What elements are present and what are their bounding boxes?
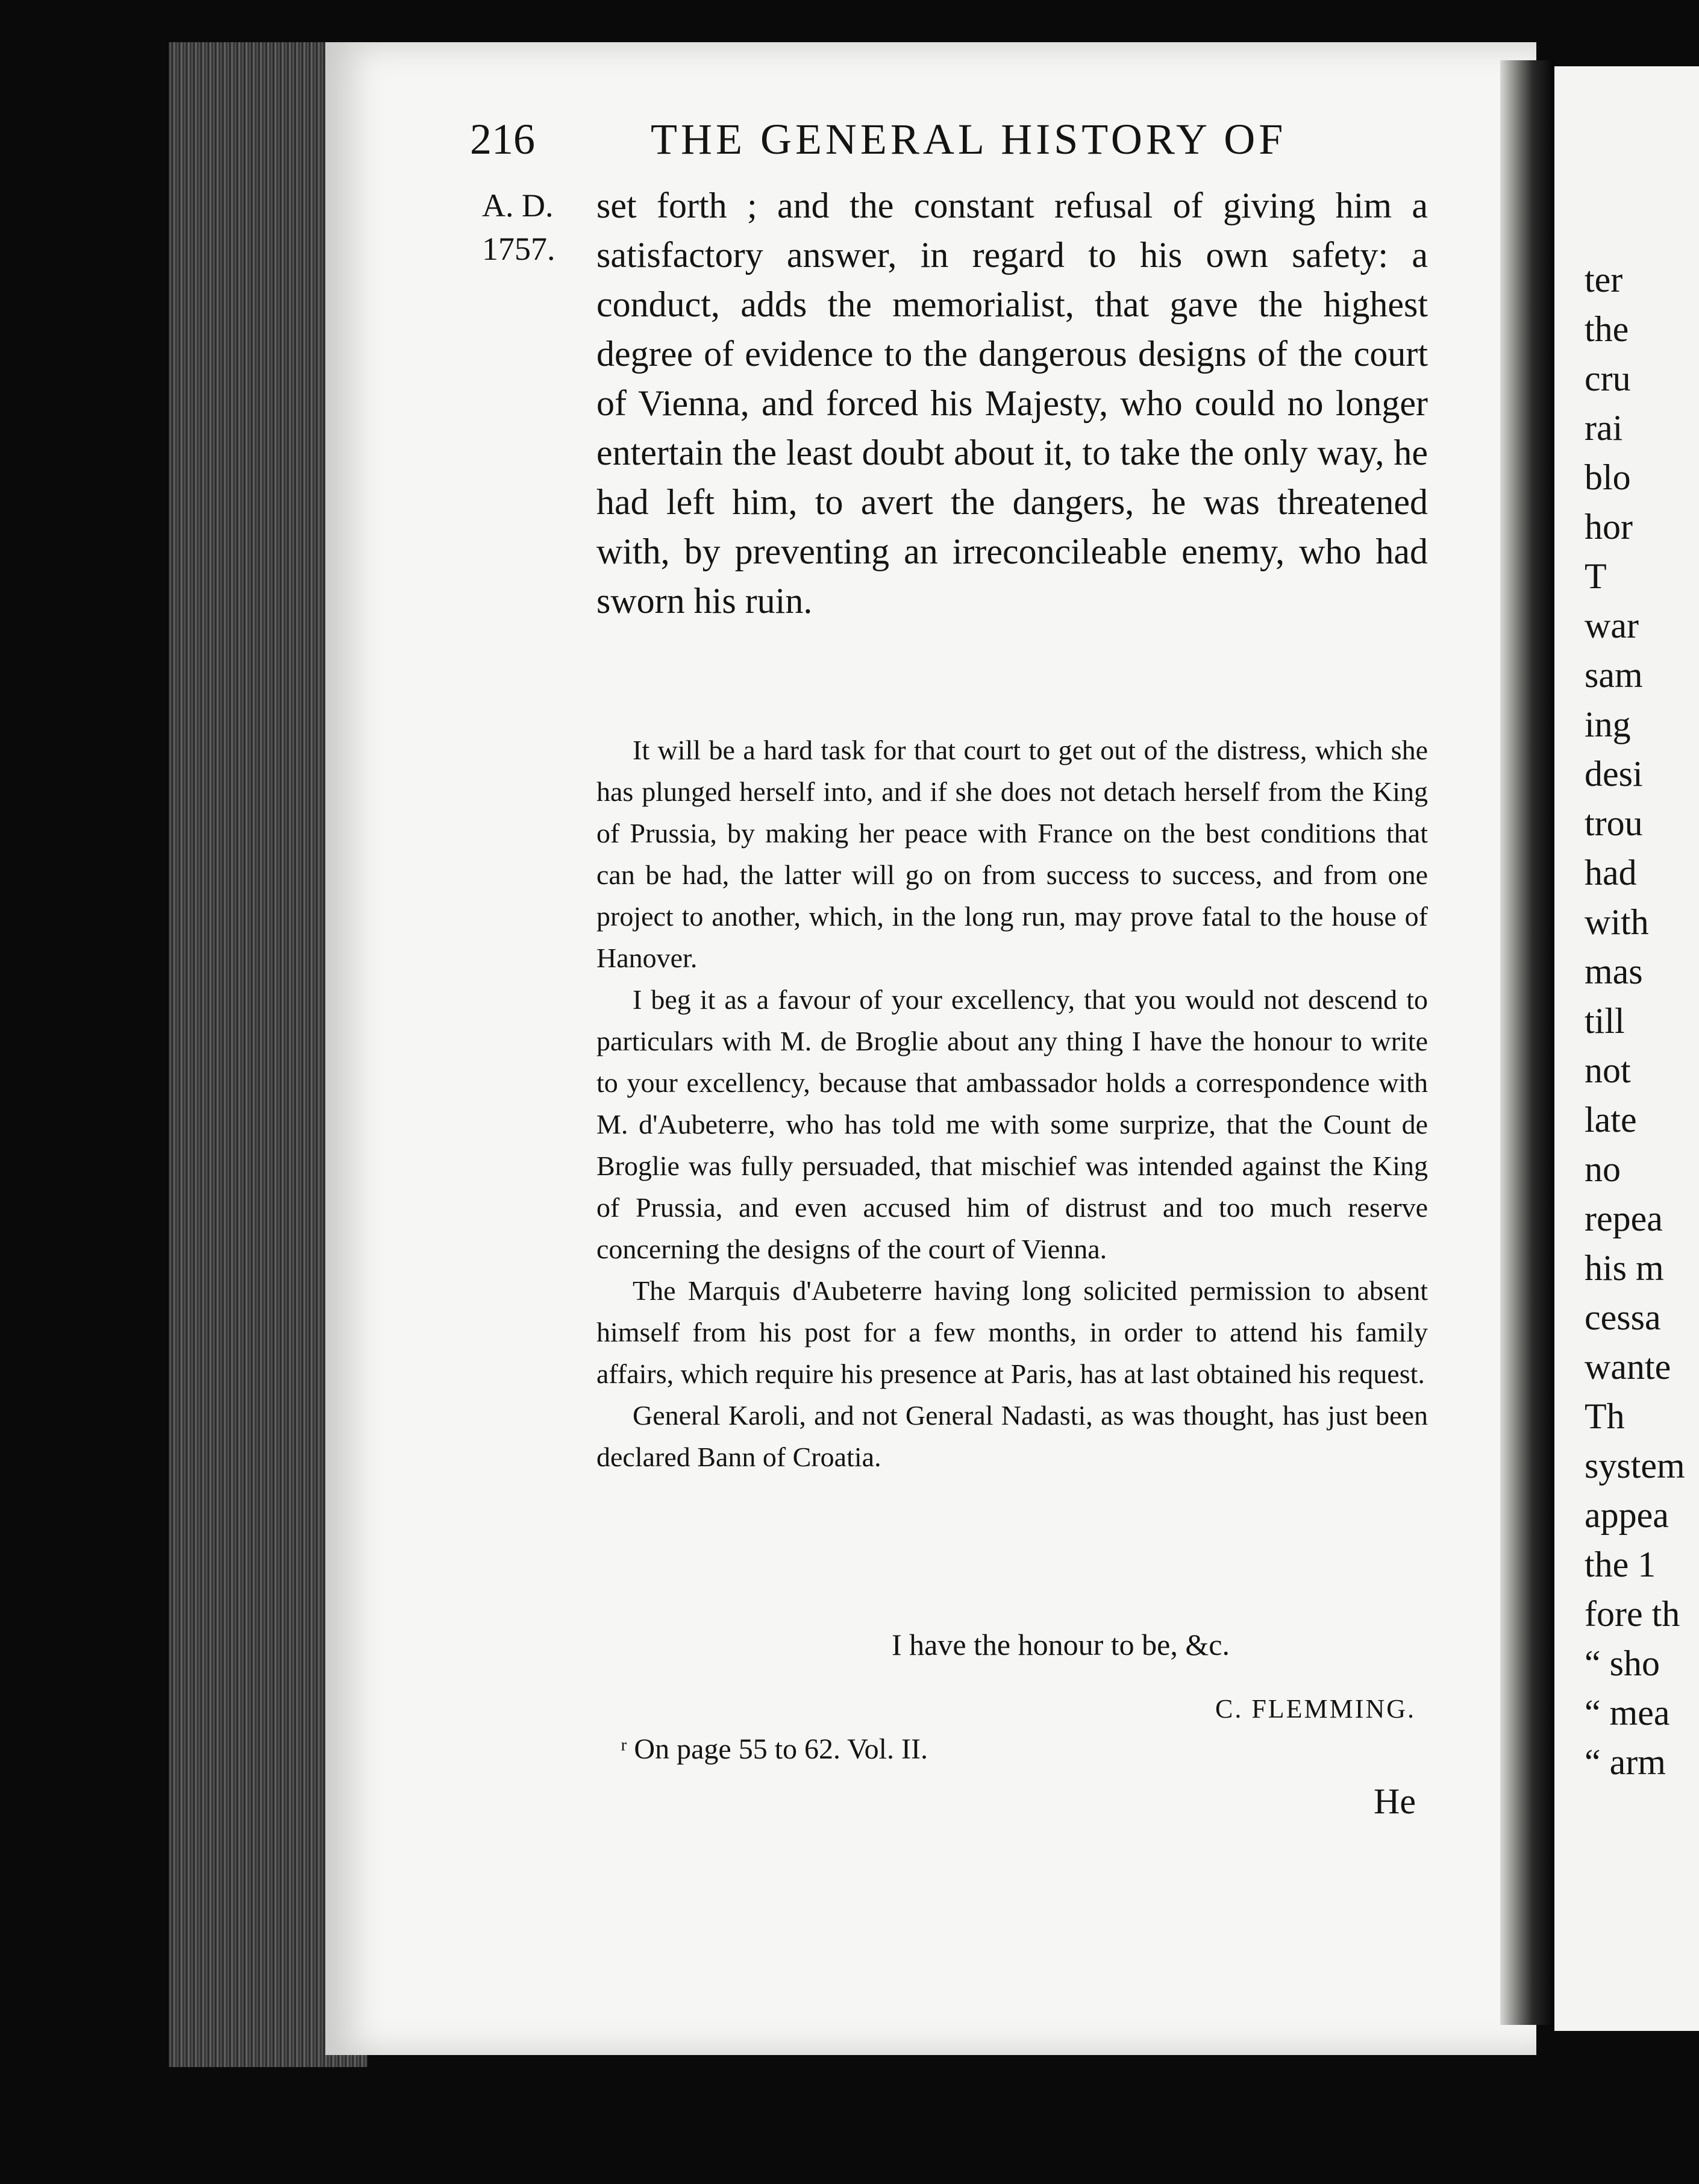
adjacent-page-fragment: had bbox=[1585, 853, 1637, 893]
gutter-shadow bbox=[1500, 60, 1554, 2025]
adjacent-page-fragment: “ sho bbox=[1585, 1643, 1660, 1683]
margin-date-line-2: 1757. bbox=[482, 231, 555, 267]
adjacent-page-fragment: rai bbox=[1585, 408, 1623, 448]
adjacent-page-fragment: war bbox=[1585, 606, 1639, 645]
signature: C. FLEMMING. bbox=[1215, 1694, 1416, 1724]
adjacent-page-fragment: his m bbox=[1585, 1248, 1664, 1288]
page-number: 216 bbox=[470, 115, 535, 163]
letter-closing: I have the honour to be, &c. bbox=[892, 1628, 1230, 1662]
adjacent-page-fragment: cru bbox=[1585, 359, 1631, 398]
letter-paragraph: General Karoli, and not General Nadasti, as was thought, has just been declared Bann of Croatia. bbox=[596, 1400, 1428, 1472]
adjacent-page-fragment: blo bbox=[1585, 457, 1631, 497]
adjacent-page-fragment: till bbox=[1585, 1001, 1625, 1041]
main-paragraph: set forth ; and the constant refusal of giving him a satisfactory answer, in regard to his own safety: a conduct, adds the memorialist, that gave the highest degree of evidence to the dangerous designs of the court of Vienna, and forced his Majesty, who could no longer entertain the least doubt about it, to take the only way, he had left him, to avert the dangers, he was threatened with, by preventing an irreconcileable enemy, who had sworn his ruin. bbox=[596, 186, 1428, 621]
adjacent-page-fragment: mas bbox=[1585, 952, 1643, 991]
page-header bbox=[470, 115, 1428, 175]
adjacent-page-fragment: Th bbox=[1585, 1396, 1625, 1436]
adjacent-page-fragment: appea bbox=[1585, 1495, 1669, 1535]
adjacent-page-fragment: trou bbox=[1585, 803, 1643, 843]
adjacent-page-fragment: no bbox=[1585, 1149, 1621, 1189]
adjacent-page-fragment: ing bbox=[1585, 704, 1631, 744]
adjacent-page-fragment: ter bbox=[1585, 260, 1623, 300]
adjacent-page-fragment: “ arm bbox=[1585, 1742, 1666, 1782]
adjacent-page-fragment: not bbox=[1585, 1050, 1631, 1090]
letter-extract bbox=[596, 729, 1428, 1478]
adjacent-page-text bbox=[1585, 259, 1685, 1791]
adjacent-page-fragment: hor bbox=[1585, 507, 1633, 547]
adjacent-page-fragment: fore th bbox=[1585, 1594, 1680, 1634]
adjacent-page-fragment: with bbox=[1585, 902, 1649, 942]
letter-paragraph: The Marquis d'Aubeterre having long solicited permission to absent himself from his post for a few months, in order to attend his family affairs, which require his presence at Paris, has at last obtained his request. bbox=[596, 1275, 1428, 1389]
footnote: ʳ On page 55 to 62. Vol. II. bbox=[621, 1733, 928, 1765]
adjacent-page-fragment: system bbox=[1585, 1446, 1685, 1486]
adjacent-page-fragment: desi bbox=[1585, 754, 1643, 794]
adjacent-page bbox=[1554, 66, 1699, 2031]
adjacent-page-fragment: sam bbox=[1585, 655, 1643, 695]
adjacent-page-fragment: “ mea bbox=[1585, 1693, 1670, 1733]
margin-date-line-1: A. D. bbox=[482, 187, 554, 224]
adjacent-page-fragment: the 1 bbox=[1585, 1545, 1656, 1584]
adjacent-page-fragment: cessa bbox=[1585, 1298, 1661, 1337]
adjacent-page-fragment: T bbox=[1585, 556, 1607, 596]
catchword: He bbox=[1374, 1781, 1416, 1821]
adjacent-page-fragment: late bbox=[1585, 1100, 1637, 1140]
adjacent-page-fragment: the bbox=[1585, 309, 1629, 349]
adjacent-page-fragment: wante bbox=[1585, 1347, 1671, 1387]
running-head: THE GENERAL HISTORY OF bbox=[651, 115, 1287, 163]
letter-paragraph: I beg it as a favour of your excellency, that you would not descend to particulars with M. de Broglie about any thing I have the honour to write to your excellency, because that ambassador holds a correspondence with M. d'Aubeterre, who has told me with some surprize, that the Count de Broglie was fully persuaded, that mischief was intended against the King of Prussia, and even accused him of distrust and too much reserve concerning the designs of the court of Vienna. bbox=[596, 984, 1428, 1264]
letter-paragraph: It will be a hard task for that court to get out of the distress, which she has plunged herself into, and if she does not detach herself from the King of Prussia, by making her peace with France on the best conditions that can be had, the latter will go on from success to success, and from one project to another, which, in the long run, may prove fatal to the house of Hanover. bbox=[596, 735, 1428, 973]
margin-date bbox=[482, 184, 578, 271]
adjacent-page-fragment: repea bbox=[1585, 1199, 1663, 1238]
